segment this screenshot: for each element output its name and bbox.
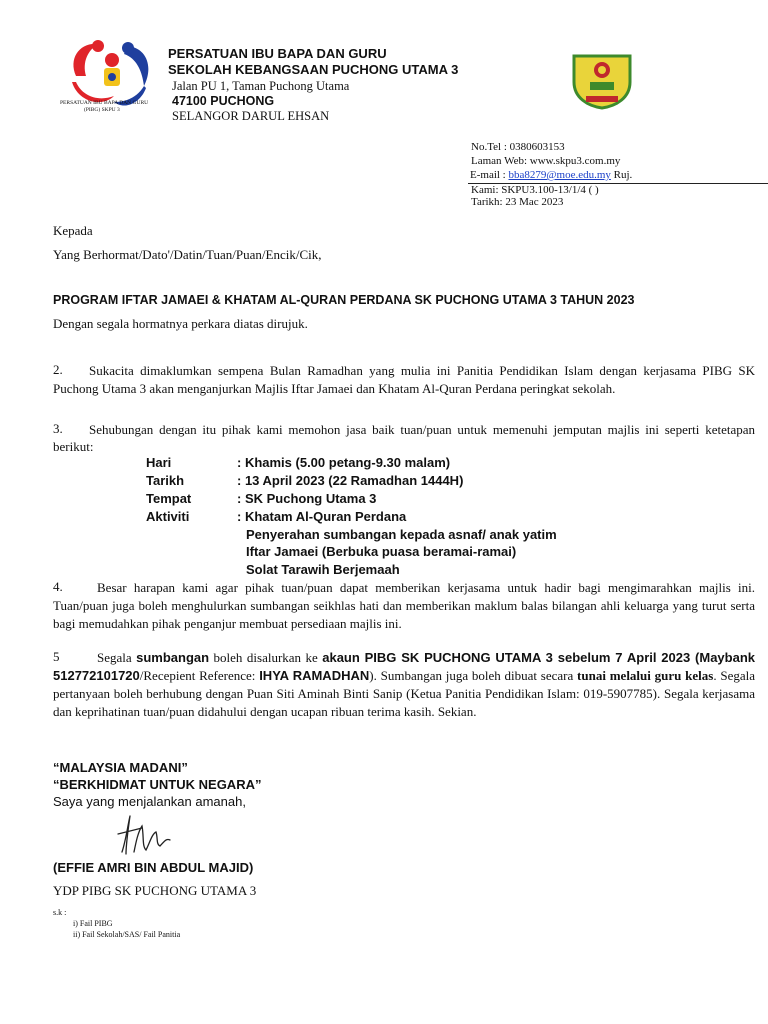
email-label: E-mail : [470,169,509,181]
motto-berkhidmat: “BERKHIDMAT UNTUK NEGARA” [53,777,262,792]
para2-text [53,362,755,398]
para5-number: 5 [53,649,60,664]
para3-text [53,421,755,455]
para2-number: 2. [53,362,63,377]
email-link[interactable]: bba8279@moe.edu.my [508,169,611,181]
detail-label-hari: Hari [146,455,172,470]
detail-value-tempat: : SK Puchong Utama 3 [237,491,377,506]
para4-text [53,579,755,633]
para5-text [53,649,755,721]
address-line3: SELANGOR DARUL EHSAN [172,109,330,123]
salutation: Yang Berhormat/Dato'/Datin/Tuan/Puan/Encik/Cik, [53,247,322,262]
detail-label-tempat: Tempat [146,491,192,506]
contact-tel: No.Tel : 0380603153 [471,141,565,153]
para5-segment: /Recepient Reference: [139,668,260,683]
para5-bold-tunai: tunai melalui guru kelas [577,668,714,683]
detail-value-tarikh: : 13 April 2023 (22 Ramadhan 1444H) [237,473,464,488]
detail-value-aktiviti: : Khatam Al-Quran Perdana [237,509,407,524]
activity-item: Penyerahan sumbangan kepada asnaf/ anak yatim [246,527,557,542]
letter-title: PROGRAM IFTAR JAMAEI & KHATAM AL-QURAN PERDANA SK PUCHONG UTAMA 3 TAHUN 2023 [53,293,635,307]
signer-position: YDP PIBG SK PUCHONG UTAMA 3 [53,883,257,898]
para5-bold-reference: IHYA RAMADHAN [259,668,370,683]
para5-segment: Segala [97,650,137,665]
para5-segment: ). Sumbangan juga boleh dibuat secara [369,668,578,683]
kepada-label: Kepada [53,223,93,238]
detail-label-tarikh: Tarikh [146,473,185,488]
address-line1: Jalan PU 1, Taman Puchong Utama [172,79,350,93]
cc-item: i) Fail PIBG [73,919,113,928]
detail-label-aktiviti: Aktiviti [146,509,190,524]
pibg-logo [58,36,166,120]
para3-number: 3. [53,421,63,436]
signature-graphic [112,812,176,858]
para5-bold-account: akaun PIBG SK PUCHONG UTAMA 3 sebelum 7 April 2023 (Maybank 512772101720 [53,650,755,683]
motto-malaysia-madani: “MALAYSIA MADANI” [53,760,188,775]
signature [112,812,176,858]
reference-tarikh: Tarikh: 23 Mac 2023 [471,196,564,208]
activity-item: Solat Tarawih Berjemaah [246,562,400,577]
para4-body: Besar harapan kami agar pihak tuan/puan dapat memberikan kerjasama untuk hadir bagi mengimarahkan majlis ini. Tuan/puan juga boleh menghulurkan sumbangan seikhlas hati dan memberikan maklum balas bilangan ahli keluarga yang turut serta bagi memudahkan pihak penganjur membuat persediaan majlis ini. [53,580,755,631]
opening-line: Dengan segala hormatnya perkara diatas dirujuk. [53,316,308,331]
amanah-line: Saya yang menjalankan amanah, [53,794,246,809]
org-name-line2: SEKOLAH KEBANGSAAN PUCHONG UTAMA 3 [168,62,459,77]
contact-web: Laman Web: www.skpu3.com.my [471,155,621,167]
org-name-line1: PERSATUAN IBU BAPA DAN GURU [168,46,387,61]
address-line2: 47100 PUCHONG [172,94,275,108]
cc-item: ii) Fail Sekolah/SAS/ Fail Panitia [73,930,181,939]
school-crest-logo [570,52,634,110]
cc-label: s.k : [53,908,67,917]
signer-name: (EFFIE AMRI BIN ABDUL MAJID) [53,860,254,875]
para5-segment: . Segala pertanyaan boleh berhubung dengan Puan Siti Aminah Binti Sanip (Ketua Panitia Pendidikan Islam: 019-5907785). Segala kerjasama dan keprihatinan tuan/puan didahului dengan ucapan ribuan terima kasih. Sekian. [53,668,755,719]
para5-segment: boleh disalurkan ke [209,650,323,665]
school-crest-graphic [570,52,634,110]
logo-caption-1: PERSATUAN IBU BAPA DAN GURU [60,100,149,106]
logo-caption-2: (PIBG) SKPU 3 [84,107,120,113]
detail-value-hari: : Khamis (5.00 petang-9.30 malam) [237,455,451,470]
para2-body: Sukacita dimaklumkan sempena Bulan Ramadhan yang mulia ini Panitia Pendidikan Islam dengan kerjasama PIBG SK Puchong Utama 3 akan menganjurkan Majlis Iftar Jamaei dan Khatam Al-Quran Perdana peringkat sekolah. [53,363,755,396]
reference-kami: Kami: SKPU3.100-13/1/4 ( ) [471,184,599,196]
ruj-label: Ruj. [610,169,633,181]
para3-body: Sehubungan dengan itu pihak kami memohon jasa baik tuan/puan untuk memenuhi jemputan majlis ini seperti ketetapan berikut: [53,422,755,454]
para4-number: 4. [53,579,63,594]
activity-item: Iftar Jamaei (Berbuka puasa beramai-ramai) [246,544,517,559]
contact-email-line [470,169,632,181]
para5-bold-segment: sumbangan [136,650,210,665]
